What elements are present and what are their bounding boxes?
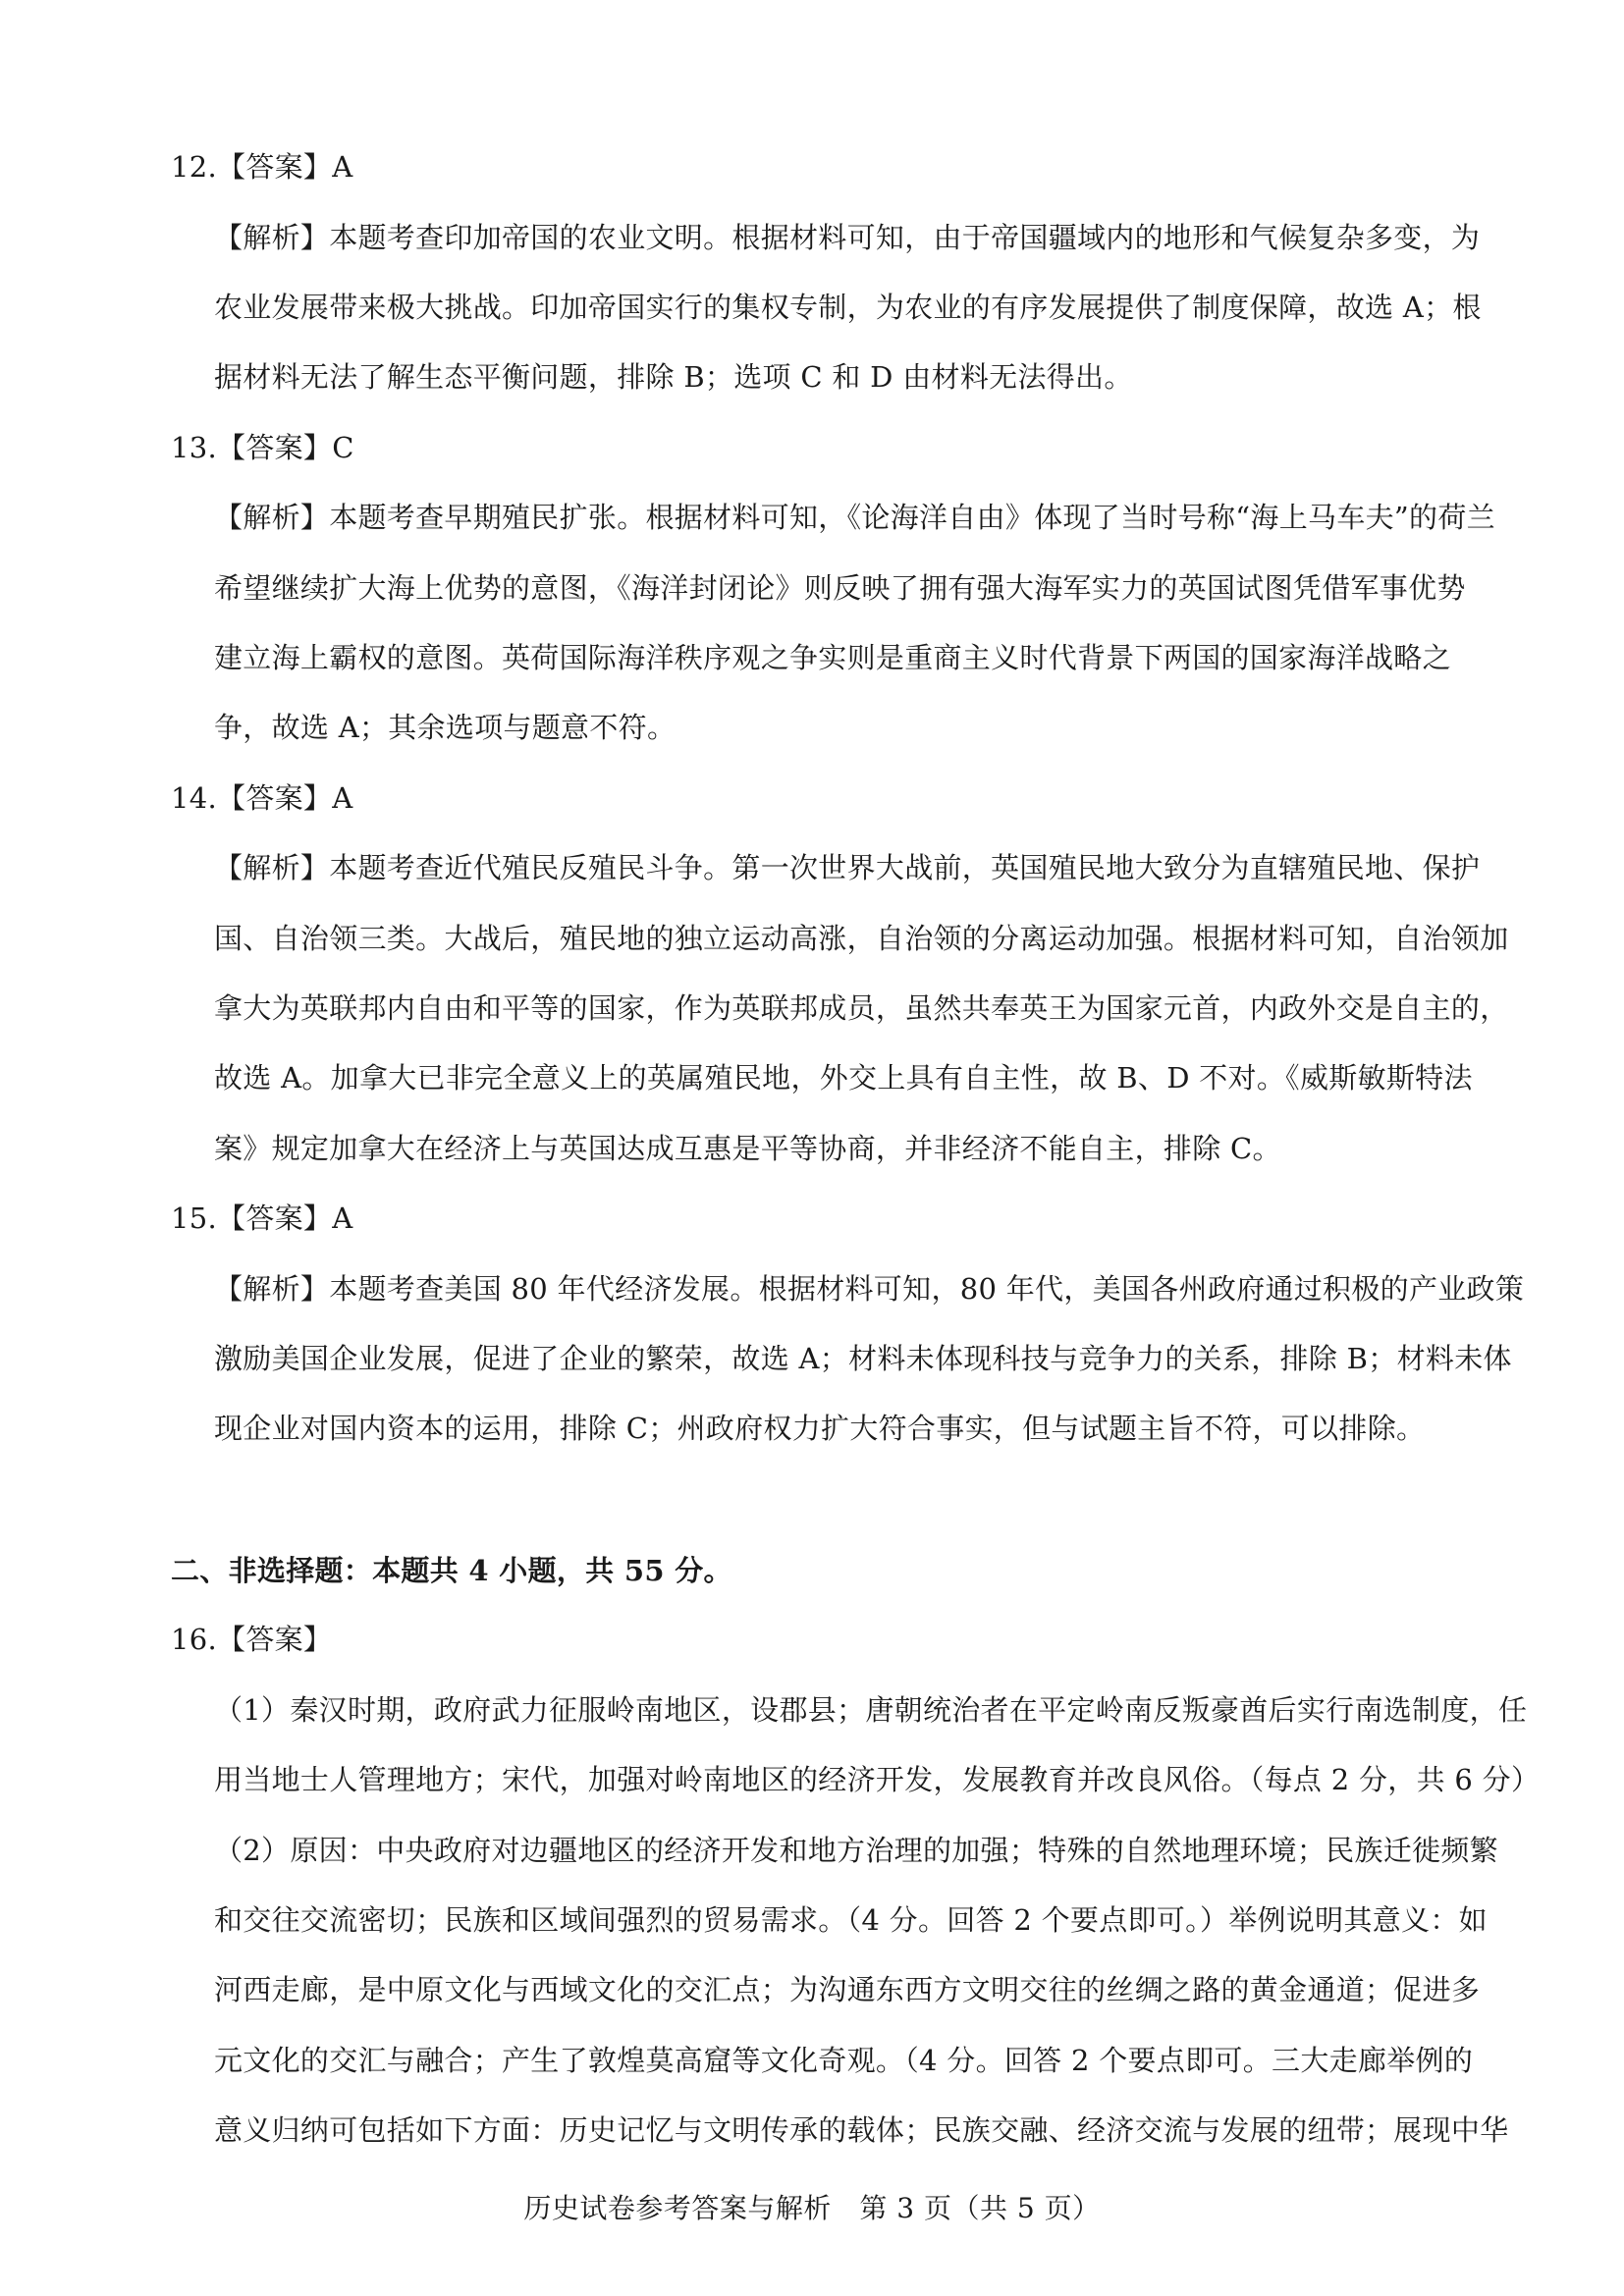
q13-analysis-line-4: 争，故选 A；其余选项与题意不符。 — [214, 711, 677, 744]
q12-analysis-line-2: 农业发展带来极大挑战。印加帝国实行的集权专制，为农业的有序发展提供了制度保障，故选 A；根 — [214, 291, 1482, 324]
q15-analysis-line-2: 激励美国企业发展，促进了企业的繁荣，故选 A；材料未体现科技与竞争力的关系，排除 B；材料未体 — [214, 1342, 1512, 1375]
q16-answer-line-7: 意义归纳可包括如下方面：历史记忆与文明传承的载体；民族交融、经济交流与发展的纽带；展现中华 — [214, 2113, 1509, 2147]
q12-answer: 12.【答案】A — [171, 150, 353, 184]
q15-answer: 15.【答案】A — [171, 1201, 353, 1235]
q12-analysis-line-1: 【解析】本题考查印加帝国的农业文明。根据材料可知，由于帝国疆域内的地形和气候复杂多变，为 — [214, 221, 1481, 254]
q13-answer: 13.【答案】C — [171, 431, 354, 464]
q16-answer: 16.【答案】 — [171, 1623, 333, 1656]
q16-answer-line-4: 和交往交流密切；民族和区域间强烈的贸易需求。（4 分。回答 2 个要点即可。）举例说明其意义：如 — [214, 1903, 1488, 1937]
section-2-title: 二、非选择题：本题共 4 小题，共 55 分。 — [171, 1554, 732, 1587]
q16-answer-line-3: （2）原因：中央政府对边疆地区的经济开发和地方治理的加强；特殊的自然地理环境；民族迁徙频繁 — [214, 1834, 1498, 1867]
q14-analysis-line-2: 国、自治领三类。大战后，殖民地的独立运动高涨，自治领的分离运动加强。根据材料可知，自治领加 — [214, 922, 1509, 955]
q14-answer: 14.【答案】A — [171, 781, 353, 815]
q14-analysis-line-1: 【解析】本题考查近代殖民反殖民斗争。第一次世界大战前，英国殖民地大致分为直辖殖民地、保护 — [214, 851, 1481, 884]
q16-answer-line-6: 元文化的交汇与融合；产生了敦煌莫高窟等文化奇观。（4 分。回答 2 个要点即可。三大走廊举例的 — [214, 2044, 1474, 2077]
q15-analysis-line-1: 【解析】本题考查美国 80 年代经济发展。根据材料可知，80 年代，美国各州政府通过积极的产业政策 — [214, 1272, 1525, 1306]
q14-analysis-line-3: 拿大为英联邦内自由和平等的国家，作为英联邦成员，虽然共奉英王为国家元首，内政外交是自主的， — [214, 991, 1509, 1025]
q13-analysis-line-3: 建立海上霸权的意图。英荷国际海洋秩序观之争实则是重商主义时代背景下两国的国家海洋战略之 — [214, 641, 1451, 674]
q16-answer-line-5: 河西走廊，是中原文化与西域文化的交汇点；为沟通东西方文明交往的丝绸之路的黄金通道；促进多 — [214, 1973, 1481, 2006]
q16-answer-line-2: 用当地士人管理地方；宋代，加强对岭南地区的经济开发，发展教育并改良风俗。（每点 2 分，共 6 分） — [214, 1763, 1541, 1796]
q13-analysis-line-2: 希望继续扩大海上优势的意图，《海洋封闭论》则反映了拥有强大海军实力的英国试图凭借军事优势 — [214, 571, 1466, 605]
q14-analysis-line-4: 故选 A。加拿大已非完全意义上的英属殖民地，外交上具有自主性，故 B、D 不对。《威斯敏斯特法 — [214, 1061, 1473, 1095]
q12-analysis-line-3: 据材料无法了解生态平衡问题，排除 B；选项 C 和 D 由材料无法得出。 — [214, 360, 1133, 394]
q14-analysis-line-5: 案》规定加拿大在经济上与英国达成互惠是平等协商，并非经济不能自主，排除 C。 — [214, 1132, 1281, 1165]
q16-answer-line-1: （1）秦汉时期，政府武力征服岭南地区，设郡县；唐朝统治者在平定岭南反叛豪酋后实行南选制度，任 — [214, 1693, 1528, 1727]
q15-analysis-line-3: 现企业对国内资本的运用，排除 C；州政府权力扩大符合事实，但与试题主旨不符，可以排除。 — [214, 1412, 1426, 1445]
page-footer: 历史试卷参考答案与解析 第 3 页（共 5 页） — [523, 2192, 1101, 2224]
q13-analysis-line-1: 【解析】本题考查早期殖民扩张。根据材料可知，《论海洋自由》体现了当时号称“海上马车夫”的荷兰 — [214, 501, 1495, 534]
